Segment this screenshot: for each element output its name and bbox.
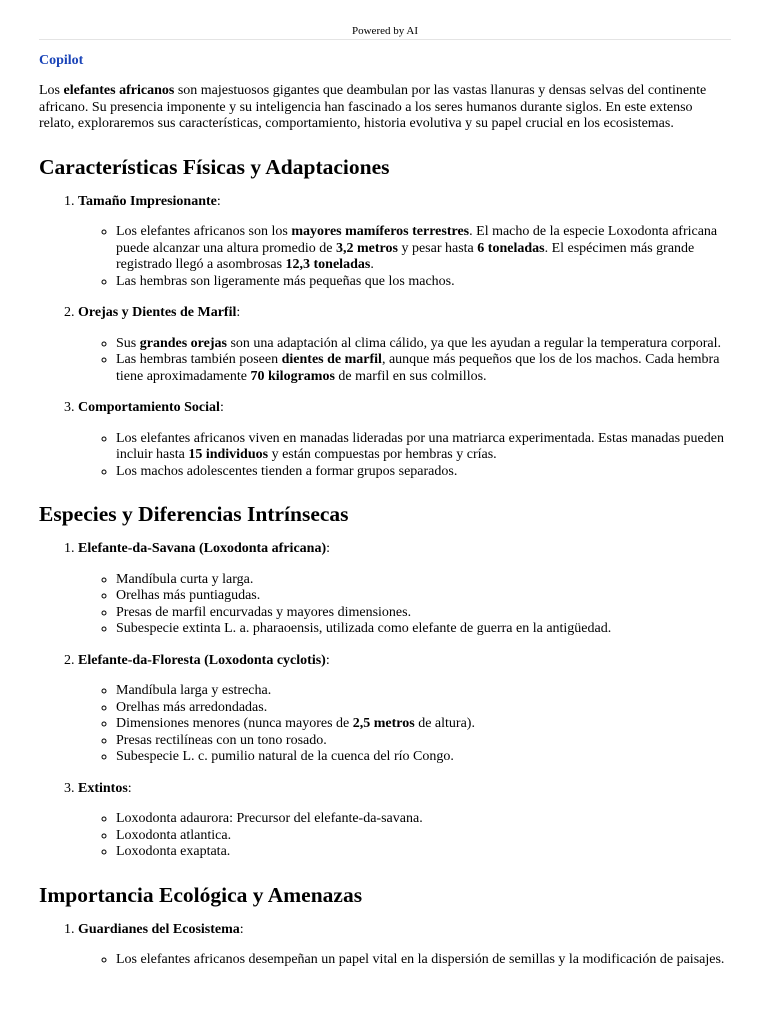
text-run: Los elefantes africanos son los — [116, 224, 292, 239]
bold-text-run: 12,3 toneladas — [285, 257, 371, 272]
bullet-list — [78, 336, 731, 386]
bullet-item — [116, 464, 731, 481]
bullet-item — [116, 700, 731, 717]
text-run: de altura). — [414, 716, 475, 731]
bold-text-run: dientes de marfil — [281, 352, 382, 367]
numbered-list — [39, 922, 731, 969]
text-run: Loxodonta exaptata. — [116, 844, 231, 859]
bullet-item — [116, 844, 731, 861]
bullet-list — [78, 811, 731, 861]
bullet-item — [116, 621, 731, 638]
text-run: Presas de marfil encurvadas y mayores dimensiones. — [116, 604, 412, 620]
label-colon: : — [216, 193, 221, 209]
text-run: Los elefantes africanos viven en manadas lideradas por una matriarca experimentada. Estas manadas pueden incluir hasta — [116, 430, 724, 462]
bold-text-run: 6 toneladas — [477, 240, 545, 256]
list-item — [78, 653, 731, 766]
item-label: Elefante-da-Savana (Loxodonta africana) — [78, 541, 327, 556]
bullet-item — [116, 336, 731, 353]
item-label: Orejas y Dientes de Marfil — [78, 305, 237, 320]
bold-text-run: elefantes africanos — [63, 83, 175, 98]
text-run: son majestuosos gigantes que deambulan por las vastas llanuras y densas selvas del continente africano. Su presencia imponente y su inteligencia han fascinado a los seres humanos durante siglos. En este extenso relato, exploraremos sus características, comportamiento, historia evolutiva y su papel crucial en los ecosistemas. — [39, 83, 707, 131]
text-run: Orelhas más puntiagudas. — [116, 588, 261, 603]
text-run: y están compuestas por hembras y crías. — [268, 447, 497, 462]
numbered-list — [39, 541, 731, 861]
copilot-label: Copilot — [39, 53, 84, 68]
text-run: Subespecie L. c. pumilio natural de la cuenca del río Congo. — [116, 749, 454, 764]
text-run: Dimensiones menores (nunca mayores de — [116, 716, 353, 731]
bullet-item — [116, 733, 731, 750]
section-heading: Importancia Ecológica y Amenazas — [39, 882, 363, 907]
bullet-item — [116, 224, 731, 274]
list-item — [78, 541, 731, 638]
bullet-list — [78, 952, 731, 969]
intro-paragraph — [39, 83, 731, 133]
text-run: Loxodonta adaurora: Precursor del elefante-da-savana. — [116, 811, 423, 826]
section-heading: Características Físicas y Adaptaciones — [39, 154, 390, 179]
bullet-item — [116, 828, 731, 845]
bullet-item — [116, 588, 731, 605]
list-item — [78, 194, 731, 291]
bold-text-run: grandes orejas — [139, 335, 227, 351]
document-content — [39, 52, 731, 969]
bold-text-run: 2,5 metros — [352, 716, 415, 731]
bullet-item — [116, 749, 731, 766]
label-colon: : — [127, 780, 132, 796]
bold-text-run: 15 individuos — [188, 447, 269, 462]
bullet-item — [116, 274, 731, 291]
numbered-list — [39, 194, 731, 481]
text-run: Mandíbula curta y larga. — [116, 571, 254, 587]
sections-container — [39, 154, 731, 969]
section-heading: Especies y Diferencias Intrínsecas — [39, 502, 349, 526]
bold-text-run: 3,2 metros — [336, 240, 398, 256]
text-run: Las hembras también poseen — [116, 352, 282, 367]
text-run: Los — [39, 83, 64, 98]
bullet-list — [78, 431, 731, 481]
item-label: Elefante-da-Floresta (Loxodonta cyclotis) — [78, 652, 326, 668]
text-run: Subespecie extinta L. a. pharaoensis, utilizada como elefante de guerra en la antigüedad. — [116, 621, 612, 636]
bullet-item — [116, 572, 731, 589]
list-item — [78, 400, 731, 480]
bullet-list — [78, 224, 731, 290]
item-label: Tamaño Impresionante — [78, 193, 217, 209]
text-run: Orelhas más arredondadas. — [116, 699, 268, 715]
bullet-list — [78, 572, 731, 638]
text-run: . El espécimen más grande registrado llegó a asombrosas — [116, 240, 695, 272]
bullet-item — [116, 683, 731, 700]
text-run: Presas rectilíneas con un tono rosado. — [116, 732, 327, 748]
bullet-list — [78, 683, 731, 766]
label-colon: : — [239, 921, 244, 937]
text-run: Los machos adolescentes tienden a formar grupos separados. — [116, 463, 458, 479]
text-run: son una adaptación al clima cálido, ya que les ayudan a regular la temperatura corporal. — [226, 335, 722, 351]
text-run: Loxodonta atlantica. — [116, 827, 232, 843]
text-run: Las hembras son ligeramente más pequeñas que los machos. — [116, 273, 455, 289]
bold-text-run: mayores mamíferos terrestres — [291, 224, 470, 239]
bullet-item — [116, 431, 731, 464]
text-run: Los elefantes africanos desempeñan un papel vital en la dispersión de semillas y la modificación de paisajes. — [116, 952, 725, 967]
item-label: Guardianes del Ecosistema — [78, 921, 240, 937]
text-run: y pesar hasta — [397, 240, 478, 256]
bullet-item — [116, 811, 731, 828]
powered-by-header: Powered by AI — [39, 24, 731, 40]
bullet-item — [116, 352, 731, 385]
label-colon: : — [325, 652, 330, 668]
bold-text-run: 70 kilogramos — [250, 368, 335, 384]
label-colon: : — [219, 400, 224, 415]
text-run: . — [370, 257, 374, 272]
item-label: Comportamiento Social — [78, 400, 220, 415]
list-item — [78, 922, 731, 969]
text-run: Mandíbula larga y estrecha. — [116, 683, 272, 698]
label-colon: : — [326, 541, 331, 556]
item-label: Extintos — [78, 780, 128, 796]
text-run: , aunque más pequeños que los de los machos. Cada hembra tiene aproximadamente — [116, 352, 720, 384]
list-item — [78, 305, 731, 385]
text-run: de marfil en sus colmillos. — [334, 368, 487, 384]
bullet-item — [116, 605, 731, 622]
list-item — [78, 781, 731, 861]
label-colon: : — [236, 305, 241, 320]
text-run: Sus — [116, 335, 140, 351]
bullet-item — [116, 952, 731, 969]
text-run: . El macho de la especie Loxodonta africana puede alcanzar una altura promedio de — [116, 224, 718, 256]
bullet-item — [116, 716, 731, 733]
